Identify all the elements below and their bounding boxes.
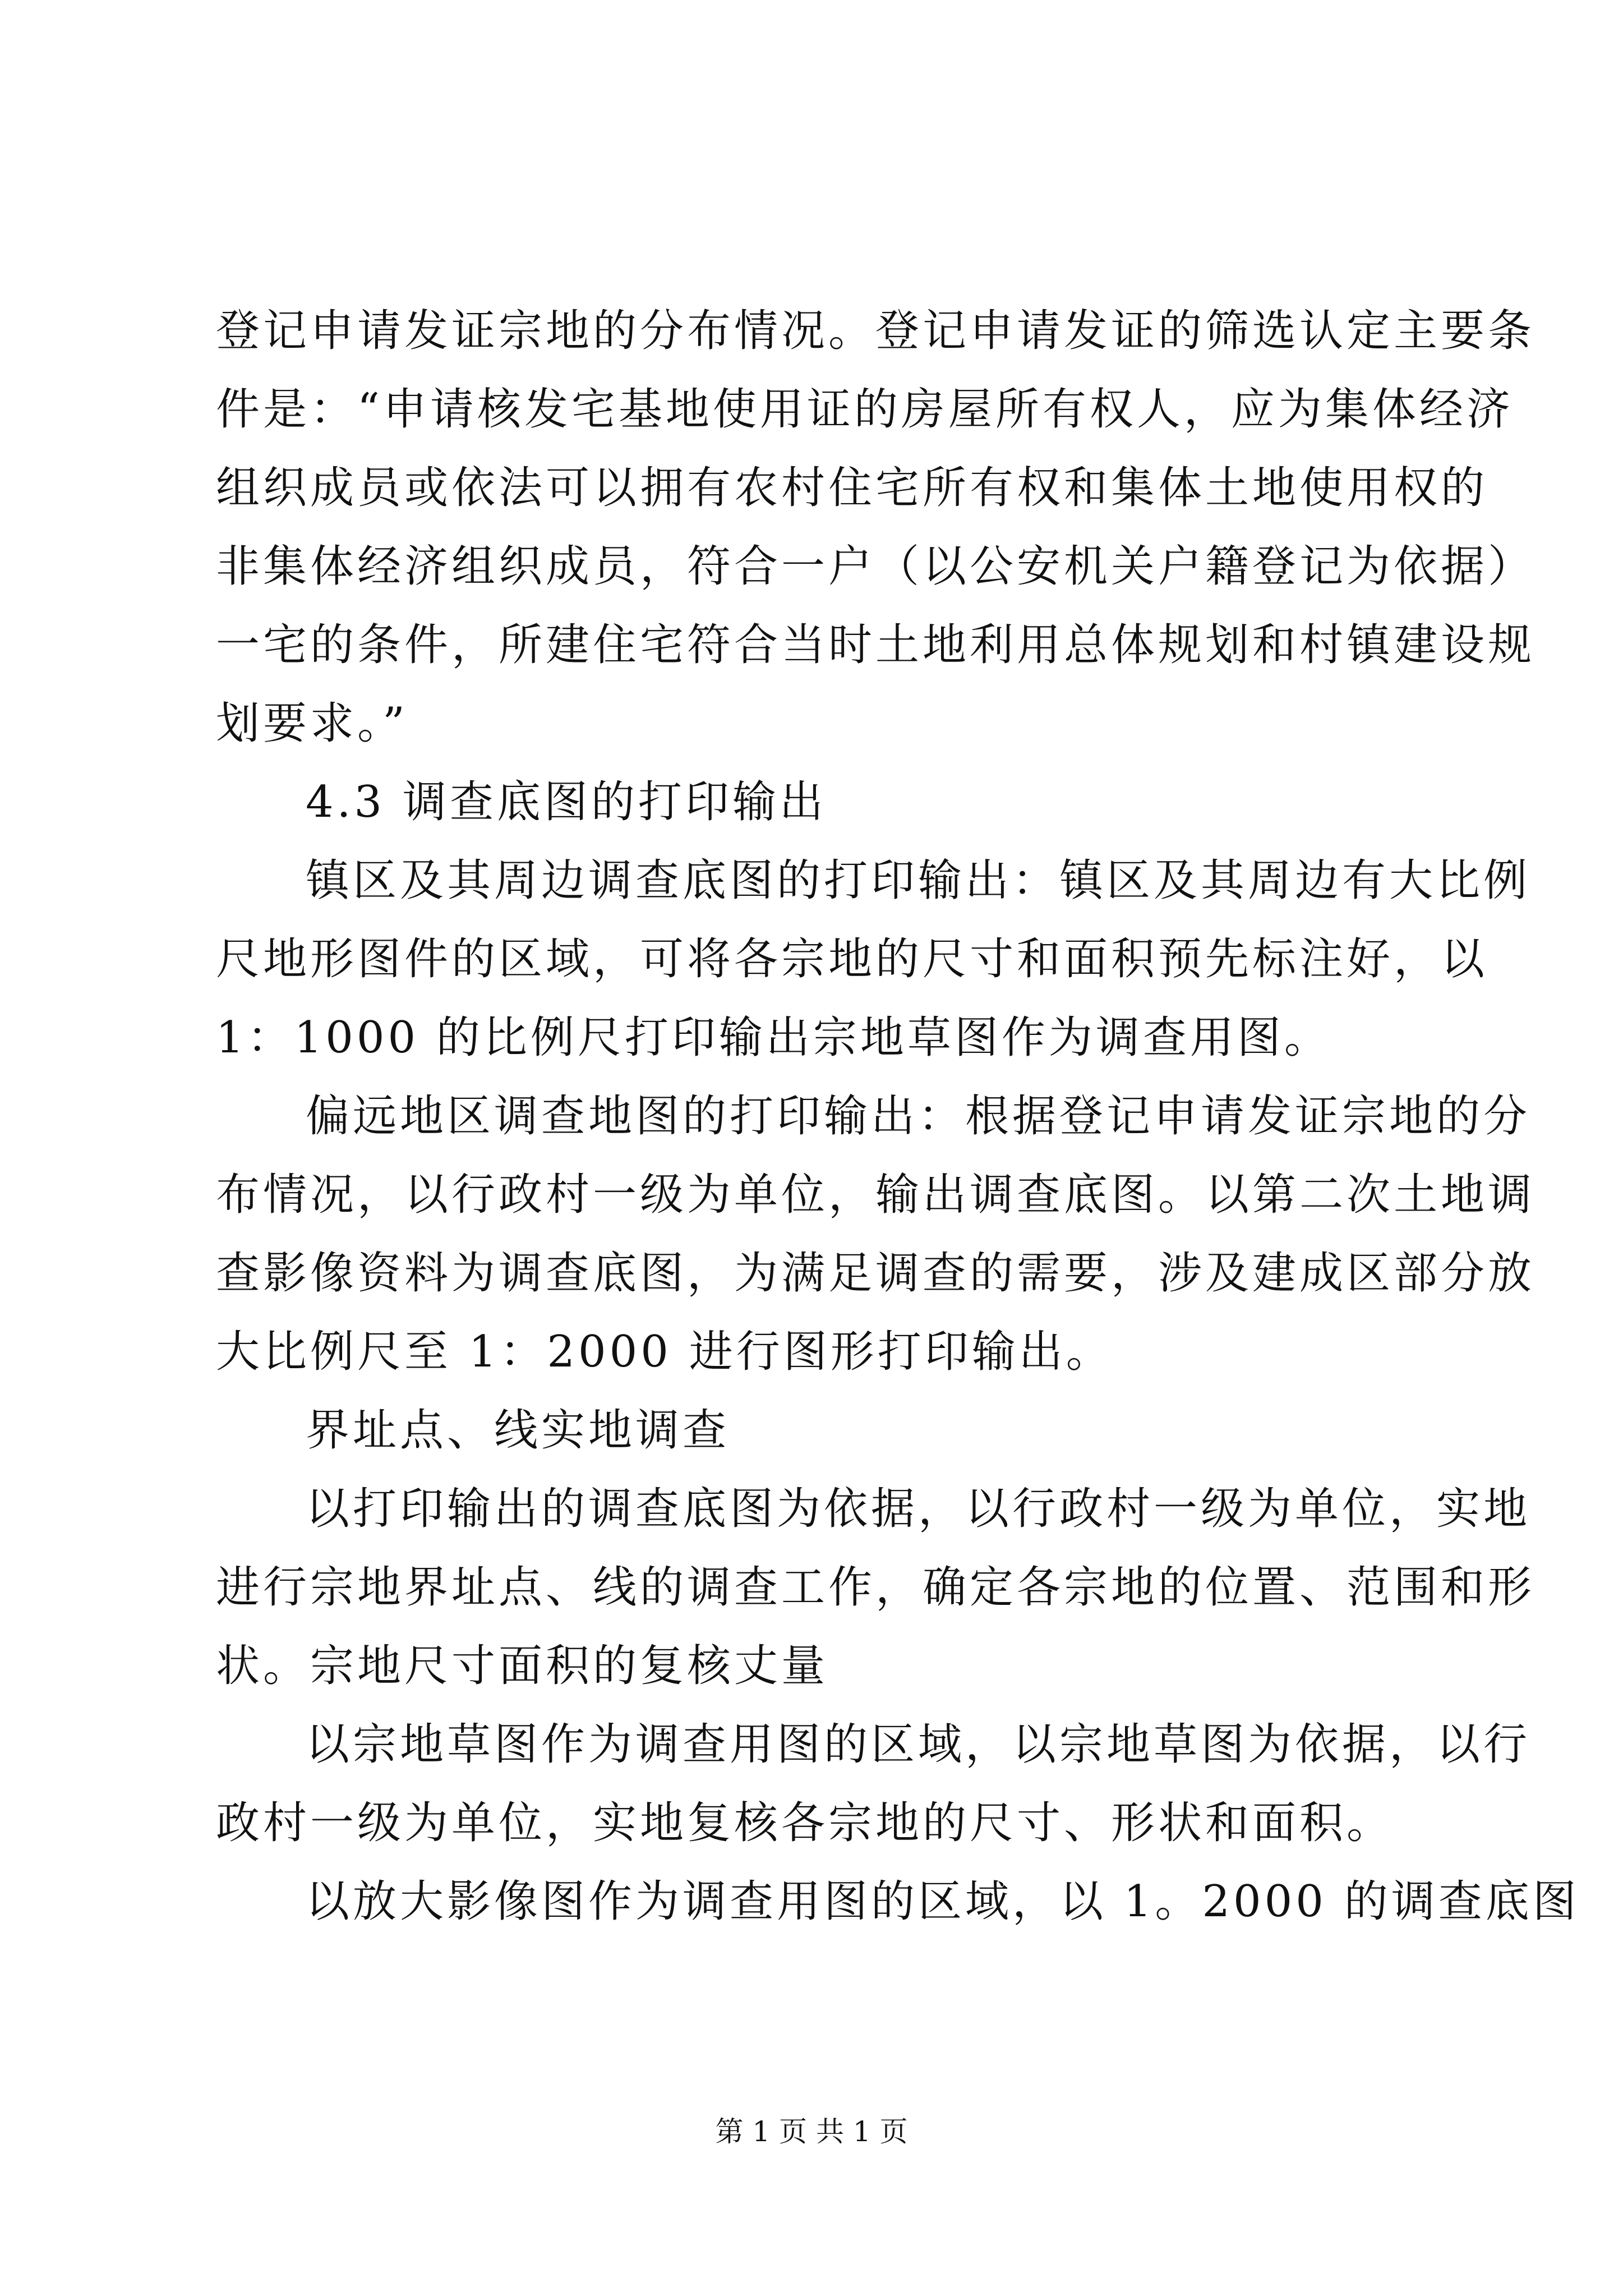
text-line: 以打印输出的调查底图为依据，以行政村一级为单位，实地 (306, 1484, 1531, 1534)
text-line: 以宗地草图作为调查用图的区域，以宗地草图为依据，以行 (306, 1719, 1531, 1770)
page-footer: 第 1 页 共 1 页 (715, 2115, 908, 2148)
text-line: 1：1000 的比例尺打印输出宗地草图作为调查用图。 (216, 1013, 1331, 1063)
text-line: 组织成员或依法可以拥有农村住宅所有权和集体土地使用权的 (216, 463, 1488, 513)
text-line: 状。宗地尺寸面积的复核丈量 (216, 1641, 829, 1691)
text-line: 非集体经济组织成员，符合一户（以公安机关户籍登记为依据） (216, 541, 1536, 592)
text-line: 大比例尺至 1：2000 进行图形打印输出。 (216, 1327, 1113, 1377)
text-line: 进行宗地界址点、线的调查工作，确定各宗地的位置、范围和形 (216, 1562, 1536, 1613)
text-line: 尺地形图件的区域，可将各宗地的尺寸和面积预先标注好，以 (216, 934, 1488, 984)
text-line: 划要求。” (216, 698, 408, 749)
text-line: 政村一级为单位，实地复核各宗地的尺寸、形状和面积。 (216, 1798, 1394, 1848)
text-line: 件是：“申请核发宅基地使用证的房屋所有权人，应为集体经济 (216, 384, 1514, 435)
section-heading: 界址点、线实地调查 (306, 1405, 730, 1456)
text-line: 一宅的条件，所建住宅符合当时土地利用总体规划和村镇建设规 (216, 620, 1536, 670)
text-line: 偏远地区调查地图的打印输出：根据登记申请发证宗地的分 (306, 1091, 1531, 1142)
section-heading: 4.3 调查底图的打印输出 (306, 777, 827, 827)
text-line: 镇区及其周边调查底图的打印输出：镇区及其周边有大比例 (306, 855, 1531, 906)
text-line: 查影像资料为调查底图，为满足调查的需要，涉及建成区部分放 (216, 1248, 1536, 1299)
text-line: 登记申请发证宗地的分布情况。登记申请发证的筛选认定主要条 (216, 306, 1536, 356)
body-text (216, 292, 1580, 1941)
text-line: 以放大影像图作为调查用图的区域，以 1。2000 的调查底图 (306, 1876, 1580, 1927)
text-line: 布情况，以行政村一级为单位，输出调查底图。以第二次土地调 (216, 1170, 1536, 1220)
